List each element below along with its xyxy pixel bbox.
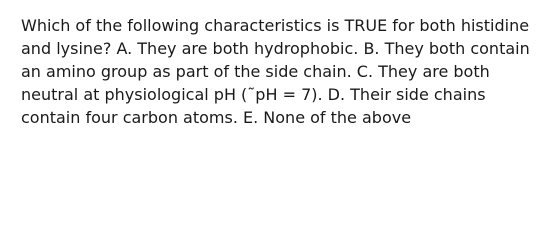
question-text: Which of the following characteristics is TRUE for both histidine and lysine? A. They are both hydrophobic. B. They both contain an amino group as part of the side chain. C. They are both neutral at physiological pH (˜pH = 7). D. Their side chains contain four carbon atoms. E. None of the above [21,16,530,127]
